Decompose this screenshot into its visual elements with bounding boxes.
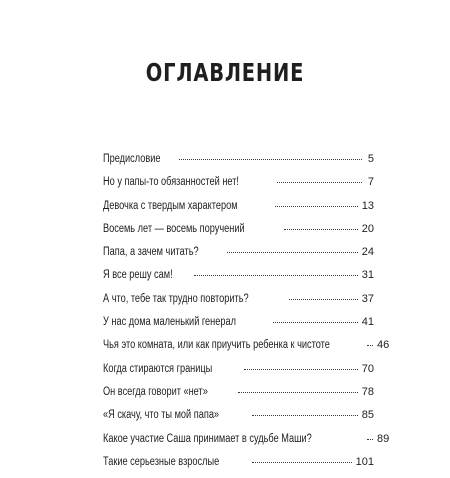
toc-entry-page: 31 <box>361 269 374 282</box>
dot-leader <box>367 438 373 440</box>
toc-entry-title: Какое участие Саша принимает в судьбе Маши? <box>103 432 312 445</box>
toc-entry-page: 101 <box>355 455 374 468</box>
toc-entry <box>103 175 374 198</box>
toc-entry-title: «Я скачу, что ты мой папа» <box>103 409 220 422</box>
toc-entry <box>103 222 374 245</box>
toc-entry-title: Чья это комната, или как приучить ребенка к чистоте <box>103 339 330 352</box>
toc-entry-title: Восемь лет — восемь поручений <box>103 222 245 235</box>
toc-entry-title: Папа, а зачем читать? <box>103 246 199 259</box>
toc-entry-page: 20 <box>361 222 374 235</box>
toc-entry-title: А что, тебе так трудно повторить? <box>103 292 249 305</box>
dot-leader <box>275 205 358 207</box>
toc-entry-page: 7 <box>367 176 374 189</box>
dot-leader <box>194 274 358 276</box>
toc-entry <box>103 362 374 385</box>
toc-entry <box>103 408 374 431</box>
toc-entry-title: Он всегда говорит «нет» <box>103 385 208 398</box>
dot-leader <box>289 298 358 300</box>
dot-leader <box>277 181 362 183</box>
toc-entry <box>103 432 390 455</box>
toc-entry-page: 85 <box>361 409 374 422</box>
toc-entry-page: 78 <box>361 385 374 398</box>
toc-entry <box>103 385 374 408</box>
dot-leader <box>273 321 358 323</box>
toc-entry-title: Девочка с твердым характером <box>103 199 238 212</box>
toc-entry <box>103 315 374 338</box>
toc-entry-page: 37 <box>361 292 374 305</box>
toc-entry <box>103 455 374 478</box>
dot-leader <box>244 368 358 370</box>
toc-entry <box>103 199 374 222</box>
toc-entry-page: 89 <box>377 432 390 445</box>
toc-entry <box>103 338 390 361</box>
toc-entry-title: Предисловие <box>103 153 161 165</box>
toc-entry-page: 5 <box>367 153 374 165</box>
toc-entry-page: 70 <box>361 362 374 375</box>
dot-leader <box>252 414 358 416</box>
toc-entry <box>103 152 374 175</box>
page-title: ОГЛАВЛЕНИЕ <box>145 58 305 87</box>
dot-leader <box>284 228 358 230</box>
toc-entry-title: У нас дома маленький генерал <box>103 316 236 329</box>
toc-entry <box>103 245 374 268</box>
dot-leader <box>238 391 358 393</box>
toc-entry-title: Такие серьезные взрослые <box>103 455 220 468</box>
toc-entry-page: 13 <box>361 199 374 212</box>
dot-leader <box>227 251 358 253</box>
toc-entry-title: Но у папы-то обязанностей нет! <box>103 176 239 189</box>
toc-entry-title: Я все решу сам! <box>103 269 173 282</box>
toc-entry-page: 24 <box>361 246 374 259</box>
toc-entry-page: 46 <box>377 339 390 352</box>
table-of-contents <box>103 152 390 478</box>
dot-leader <box>179 158 362 160</box>
toc-entry-page: 41 <box>361 316 374 329</box>
dot-leader <box>367 344 373 346</box>
dot-leader <box>252 461 351 463</box>
toc-entry <box>103 292 374 315</box>
toc-entry-title: Когда стираются границы <box>103 362 213 375</box>
toc-entry <box>103 268 374 291</box>
